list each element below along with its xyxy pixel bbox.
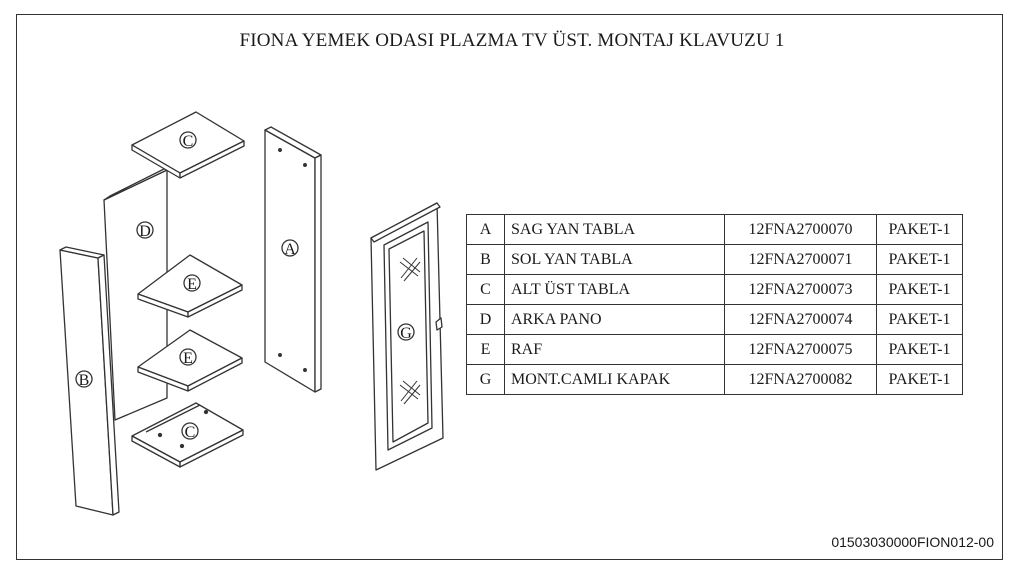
part-code: 12FNA2700073 [725, 275, 877, 305]
label-c-bottom: C [184, 424, 196, 441]
part-package: PAKET-1 [877, 335, 963, 365]
label-b: B [78, 372, 90, 389]
part-letter: B [467, 245, 505, 275]
table-row [467, 215, 963, 245]
part-code: 12FNA2700075 [725, 335, 877, 365]
table-row [467, 245, 963, 275]
part-name: ARKA PANO [505, 305, 725, 335]
label-a: A [284, 241, 296, 258]
glass-door-g [371, 203, 443, 470]
part-package: PAKET-1 [877, 365, 963, 395]
part-name: MONT.CAMLI KAPAK [505, 365, 725, 395]
panel-a [265, 127, 321, 392]
part-package: PAKET-1 [877, 305, 963, 335]
table-row [467, 365, 963, 395]
part-name: SAG YAN TABLA [505, 215, 725, 245]
part-code: 12FNA2700071 [725, 245, 877, 275]
panel-c-top [132, 112, 244, 178]
parts-table [466, 214, 963, 395]
label-c-top: C [182, 133, 194, 150]
part-letter: D [467, 305, 505, 335]
part-letter: C [467, 275, 505, 305]
table-row [467, 335, 963, 365]
part-name: ALT ÜST TABLA [505, 275, 725, 305]
part-name: SOL YAN TABLA [505, 245, 725, 275]
label-d: D [139, 223, 151, 240]
part-package: PAKET-1 [877, 275, 963, 305]
part-code: 12FNA2700082 [725, 365, 877, 395]
label-e-upper: E [187, 276, 197, 293]
part-name: RAF [505, 335, 725, 365]
table-row [467, 305, 963, 335]
part-letter: E [467, 335, 505, 365]
page-title: FIONA YEMEK ODASI PLAZMA TV ÜST. MONTAJ KLAVUZU 1 [239, 30, 785, 51]
part-code: 12FNA2700074 [725, 305, 877, 335]
document-code: 01503030000FION012-00 [831, 534, 994, 550]
part-letter: G [467, 365, 505, 395]
table-row [467, 275, 963, 305]
part-package: PAKET-1 [877, 245, 963, 275]
label-g: G [400, 325, 412, 342]
panel-c-bottom [132, 403, 243, 467]
label-e-lower: E [183, 350, 193, 367]
part-package: PAKET-1 [877, 215, 963, 245]
part-letter: A [467, 215, 505, 245]
part-code: 12FNA2700070 [725, 215, 877, 245]
